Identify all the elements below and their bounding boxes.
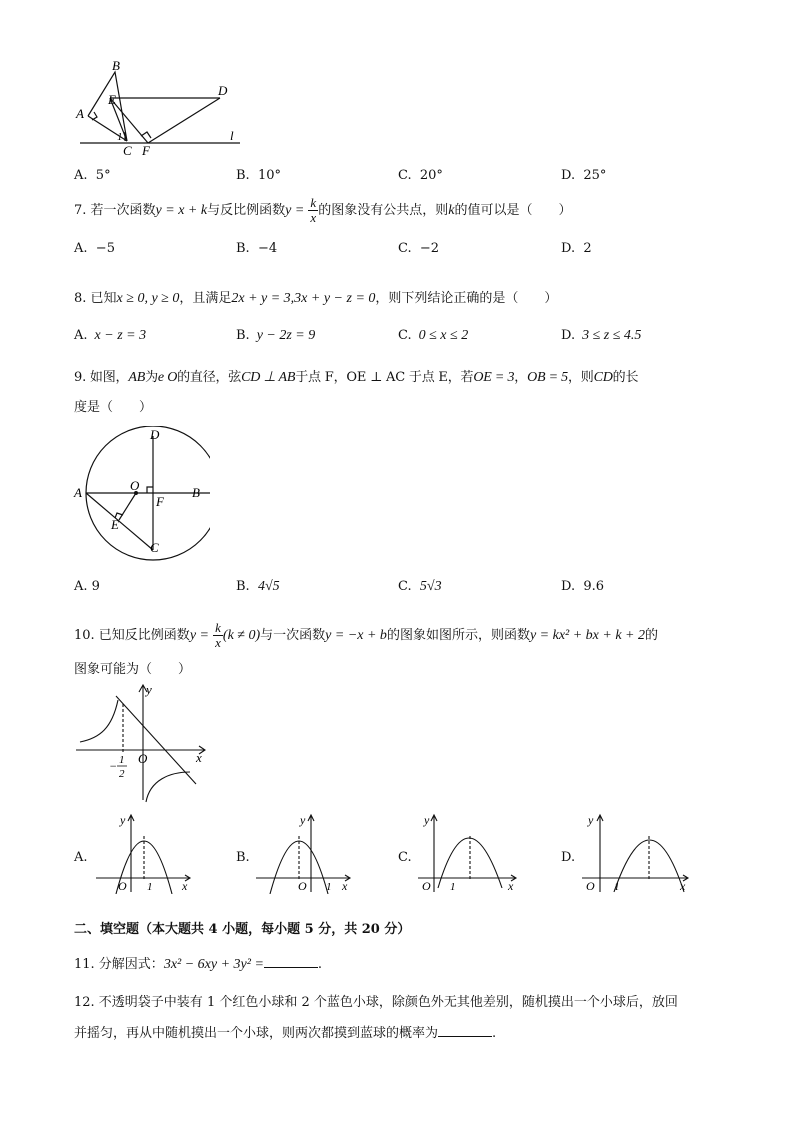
label-one: 1 — [326, 881, 332, 893]
q9-stem-line1: 9. 如图，AB为e O的直径，弦CD ⊥ AB于点 F，OE ⊥ AC 于点 E，若OE = 3，OB = 5，则CD的长 — [74, 370, 639, 385]
label-o: O — [586, 879, 595, 893]
q10-option-b-label: B. — [236, 850, 250, 865]
label-half-den: 2 — [119, 768, 125, 780]
q11-stem: 11. 分解因式：3x² − 6xy + 3y² = . — [74, 957, 323, 972]
q7-option-d: D. 2 — [561, 241, 592, 256]
q10-option-a-graph — [94, 812, 194, 894]
answer-blank[interactable] — [264, 955, 318, 968]
label-x: x — [182, 879, 188, 893]
q7-stem: 7. 若一次函数y = x + k与反比例函数y = $\frac{k}{x}$ 的图象没有公共点，则k的值可以是（ ） — [74, 195, 572, 225]
label-y: y — [120, 813, 126, 827]
q9-stem-line2: 度是（ ） — [74, 400, 153, 415]
q6-option-a: A. 5° — [74, 168, 111, 183]
q10-option-a-label: A. — [74, 850, 88, 865]
q9-option-a: A. 9 — [74, 579, 100, 594]
q6-option-d: D. 25° — [561, 168, 607, 183]
q10-stem-line2: 图象可能为（ ） — [74, 662, 192, 677]
q7-option-b: B. −4 — [236, 241, 278, 256]
q12-stem-line1: 12. 不透明袋子中装有 1 个红色小球和 2 个蓝色小球，除颜色外无其他差别，随机摸出一个小球后，放回 — [74, 995, 678, 1010]
q6-option-b: B. 10° — [236, 168, 281, 183]
label-x: x — [196, 750, 202, 765]
label-d: D — [218, 83, 228, 98]
label-y: y — [300, 813, 306, 827]
label-o: O — [138, 751, 148, 766]
q10-stem-line1: 10. 已知反比例函数y = $\frac{k}{x}$ (k ≠ 0)与一次函数y = −x + b的图象如图所示，则函数y = kx² + bx + k + 2的 — [74, 620, 659, 650]
q9-option-b: B. 4√5 — [236, 579, 280, 594]
q8-option-b: B. y − 2z = 9 — [236, 328, 316, 343]
label-one: 1 — [450, 881, 456, 893]
label-a: A — [76, 106, 84, 121]
section-heading: 二、填空题（本大题共 4 小题，每小题 5 分，共 20 分） — [74, 922, 411, 937]
label-x: x — [680, 879, 686, 893]
q6-figure — [70, 56, 250, 160]
label-half-num: 1 — [119, 754, 125, 766]
q10-option-c-graph — [416, 812, 520, 894]
answer-blank[interactable] — [438, 1024, 492, 1037]
label-a: A — [74, 485, 82, 500]
q10-fraction: $\frac{k}{x}$ — [215, 620, 221, 650]
q7-option-c: C. −2 — [398, 241, 440, 256]
label-l: l — [230, 128, 234, 143]
label-angle-1: 1 — [117, 131, 123, 143]
q10-option-c-label: C. — [398, 850, 412, 865]
label-f: F — [142, 143, 150, 158]
label-c: C — [123, 143, 132, 158]
label-y: y — [146, 682, 152, 697]
q9-figure — [70, 426, 210, 562]
label-x: x — [508, 879, 514, 893]
q10-option-d-graph — [580, 812, 692, 894]
label-y: y — [424, 813, 430, 827]
label-o: O — [422, 879, 431, 893]
label-f: F — [156, 494, 164, 509]
q10-main-figure — [72, 680, 212, 806]
q9-option-d: D. 9.6 — [561, 579, 605, 594]
q7-option-a: A. −5 — [74, 241, 115, 256]
q9-option-c: C. 5√3 — [398, 579, 442, 594]
q10-option-d-label: D. — [561, 850, 576, 865]
label-one: 1 — [614, 881, 620, 893]
label-minus: − — [109, 759, 118, 773]
q8-option-c: C. 0 ≤ x ≤ 2 — [398, 328, 469, 343]
label-b: B — [112, 58, 120, 73]
q6-option-c: C. 20° — [398, 168, 443, 183]
label-x: x — [342, 879, 348, 893]
q8-option-d: D. 3 ≤ z ≤ 4.5 — [561, 328, 642, 343]
label-d: D — [150, 427, 160, 442]
label-b: B — [192, 485, 200, 500]
label-one: 1 — [147, 881, 153, 893]
q12-stem-line2: 并摇匀，再从中随机摸出一个小球，则两次都摸到蓝球的概率为 . — [74, 1026, 497, 1041]
q8-option-a: A. x − z = 3 — [74, 328, 147, 343]
q8-stem: 8. 已知x ≥ 0, y ≥ 0，且满足2x + y = 3,3x + y − z = 0，则下列结论正确的是（ ） — [74, 291, 558, 306]
label-y: y — [588, 813, 594, 827]
q10-option-b-graph — [254, 812, 354, 894]
label-o: O — [298, 879, 307, 893]
label-o: O — [118, 879, 127, 893]
q7-fraction: $\frac{k}{x}$ — [310, 195, 317, 225]
label-o: O — [130, 478, 140, 493]
label-e: E — [108, 92, 116, 107]
label-e: E — [111, 517, 119, 532]
label-c: C — [150, 540, 159, 555]
